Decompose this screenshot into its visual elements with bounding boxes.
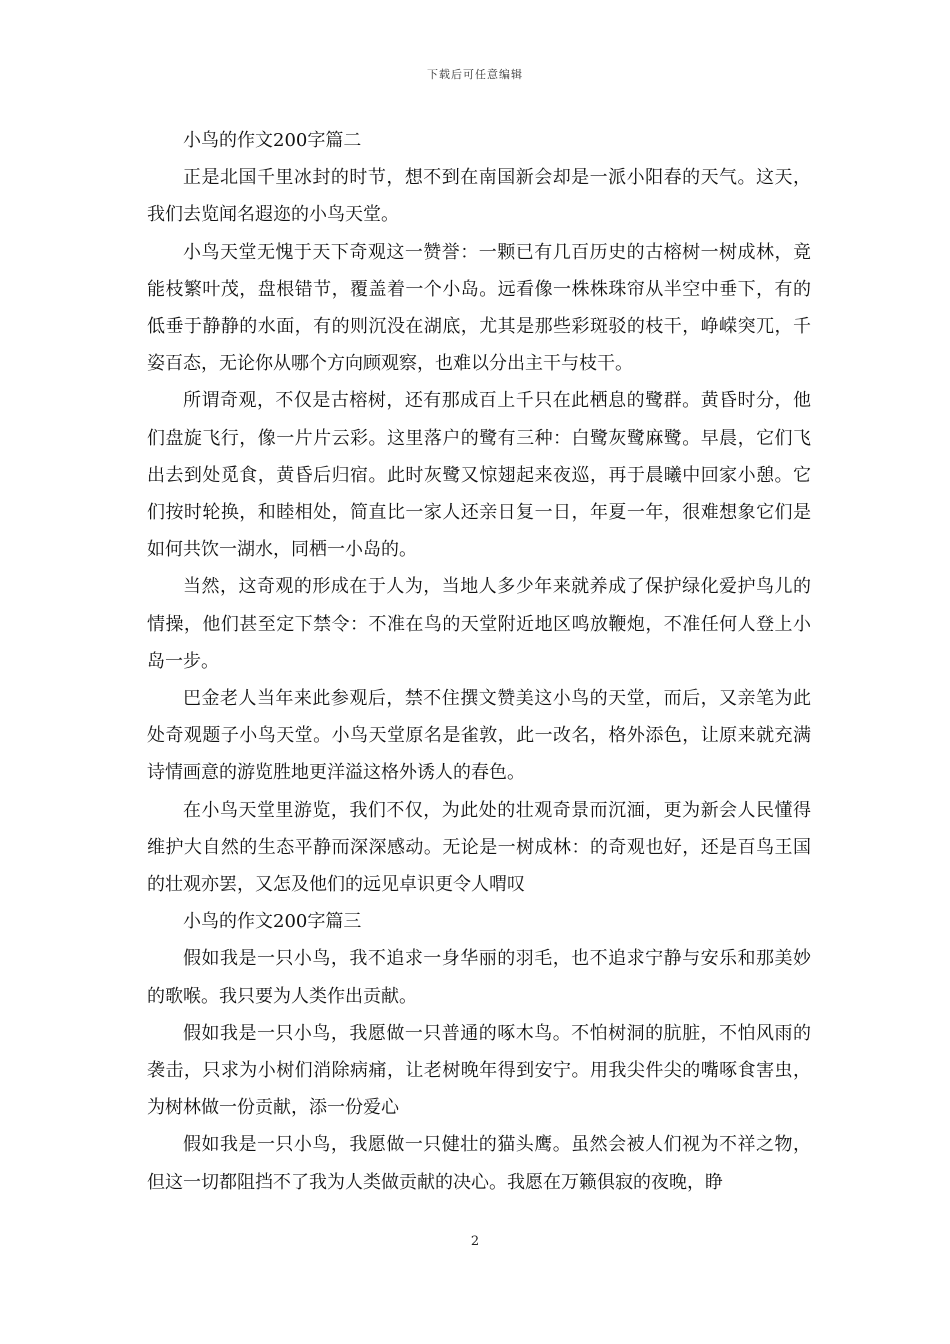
paragraph: 在小鸟天堂里游览，我们不仅，为此处的壮观奇景而沉湎，更为新会人民懂得维护大自然的生态平静而深深感动。无论是一树成林：的奇观也好，还是百鸟王国的壮观亦罢，又怎及他们的远见卓识更令人喟叹 [147, 799, 811, 896]
page-number: 2 [470, 1234, 480, 1249]
paragraph: 巴金老人当年来此参观后，禁不住撰文赞美这小鸟的天堂，而后，又亲笔为此处奇观题子小鸟天堂。小鸟天堂原名是雀敦，此一改名，格外添色，让原来就充满诗情画意的游览胜地更洋溢这格外诱人的春色。 [147, 688, 811, 784]
section-heading: 小鸟的作文200字篇二 [183, 130, 362, 151]
paragraph: 正是北国千里冰封的时节，想不到在南国新会却是一派小阳春的天气。这天，我们去览闻名遐迩的小鸟天堂。 [147, 167, 811, 226]
paragraph: 当然，这奇观的形成在于人为，当地人多少年来就养成了保护绿化爱护鸟儿的情操，他们甚至定下禁令：不准在鸟的天堂附近地区鸣放鞭炮，不准任何人登上小岛一步。 [147, 576, 811, 672]
paragraph: 小鸟天堂无愧于天下奇观这一赞誉：一颗已有几百历史的古榕树一树成林，竟能枝繁叶茂，盘根错节，覆盖着一个小岛。远看像一株株珠帘从半空中垂下，有的低垂于静静的水面，有的则沉没在湖底，尤其是那些彩斑驳的枝干，峥嵘突兀，千姿百态，无论你从哪个方向顾观察，也难以分出主干与枝干。 [147, 241, 811, 375]
document-body [147, 122, 811, 1201]
page-header: 下载后可任意编辑 [427, 68, 523, 81]
paragraph: 假如我是一只小鸟，我不追求一身华丽的羽毛，也不追求宁静与安乐和那美妙的歌喉。我只要为人类作出贡献。 [147, 948, 811, 1007]
paragraph: 假如我是一只小鸟，我愿做一只普通的啄木鸟。不怕树洞的肮脏，不怕风雨的袭击，只求为小树们消除病痛，让老树晚年得到安宁。用我尖件尖的嘴啄食害虫，为树林做一份贡献，添一份爱心 [147, 1022, 811, 1119]
paragraph: 所谓奇观，不仅是古榕树，还有那成百上千只在此栖息的鹭群。黄昏时分，他们盘旋飞行，像一片片云彩。这里落户的鹭有三种：白鹭灰鹭麻鹭。早晨，它们飞出去到处觅食，黄昏后归宿。此时灰鹭又惊翅起来夜巡，再于晨曦中回家小憩。它们按时轮换，和睦相处，简直比一家人还亲日复一日，年夏一年，很难想象它们是如何共饮一湖水，同栖一小岛的。 [147, 390, 811, 561]
section-heading: 小鸟的作文200字篇三 [183, 911, 362, 933]
paragraph: 假如我是一只小鸟，我愿做一只健壮的猫头鹰。虽然会被人们视为不祥之物，但这一切都阻挡不了我为人类做贡献的决心。我愿在万籁俱寂的夜晚，睁 [147, 1134, 811, 1193]
